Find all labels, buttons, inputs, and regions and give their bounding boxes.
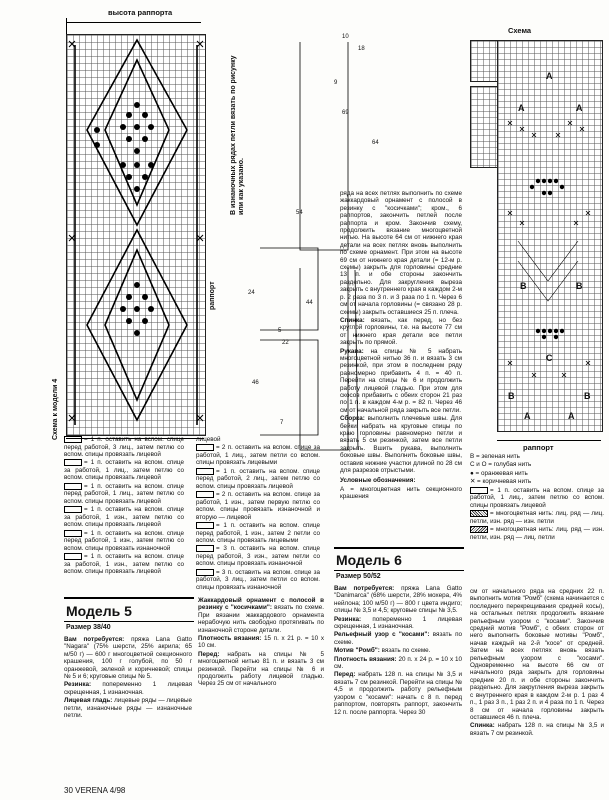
legend-left-4: = 1 п. оставить на вспом. спице за работой, 1 изн., затем петлю со вспом. спицы провязать лицевой xyxy=(64,506,184,529)
back-sleeve-diagrams xyxy=(240,200,340,450)
right-stitch-chart xyxy=(497,40,603,432)
col3-intro: ряда на всех петлях выполнить по схеме жаккардовый орнамент с полосой в резинку с "косичками"; кром., 6 раппортов, закончить петлей после раппорта и кром. Закончив схему, продолжить вязание многоцветной нитью. На высоте 64 см от нижнего края детали на всех петлях вновь выполнить по схеме орнамент. При этом на высоте 69 см от нижнего края детали (= 12-м р. схемы) закрыть для горловины средние 13 п. и обе стороны закончить раздельно. Для закругления выреза закрыть с внутреннего края в каждом 2-м р. 2 раза по 3 п. и 3 раза по 1 п. Через 6 см от начала горловины (= связано 28 р. схемы) закрыть оставшиеся 25 п. плеча. xyxy=(340,190,462,316)
model6-rule xyxy=(334,547,464,549)
model5-jacquard: вязать по схеме. При вязании жаккардового орнамента нерабочую нить свободно протягивать по изнаночной стороне детали. xyxy=(198,604,324,634)
repeat-height-label: высота раппорта xyxy=(108,8,173,17)
model5-text-2 xyxy=(198,597,324,689)
legend-mid-6: = 3 п. оставить на вспом. спице за работой, 3 лиц., затем петли со вспом. спицы провязать изнаночной xyxy=(196,568,320,591)
dim-18: 18 xyxy=(358,46,365,52)
model6-materials-label: Вам потребуется: xyxy=(334,585,395,592)
col4-back: набрать 128 п. на спицы № 3,5 и вязать 7 см резинкой. xyxy=(470,722,605,737)
model6-front: набрать 128 п. на спицы № 3,5 и вязать 7 см резинкой. Перейти на спицы № 4,5 и продолжить работу рельефным узором с "косами": начать с 8 п. перед раппортом, повторять раппорт, закончить 12 п. после раппорта. Через 30 xyxy=(334,671,463,716)
legend-mid-1: = 2 п. оставить на вспом. спице за работой, 1 лиц., затем петли со вспом. спицы провязать лицевыми xyxy=(196,444,320,467)
cable-symbol-3 xyxy=(64,483,82,490)
assembly-text: выполнить плечевые швы. Для бейки набрать на круговые спицы по краю горловины равномерно петли и вязать 5 см резинкой, затем все петли закрыть. Вшить рукава, выполнить боковые швы. Выполнить боковые швы, оставив нижние участки длиной по 28 см для разрезов отрыстыми. xyxy=(340,415,463,475)
dim-69: 69 xyxy=(342,110,349,116)
dim-64: 64 xyxy=(372,140,379,146)
right-chart-diagonals xyxy=(518,241,578,301)
model5-front-label: Перед: xyxy=(198,650,220,658)
col4-back-label: Спинка: xyxy=(470,722,495,730)
model5-front: набрать на спицы № 5 многоцветной нитью 81 п. и вязать 3 см резинкой. Перейти на спицы № 6 и продолжить работу лицевой гладью. Через 25 см от начального xyxy=(198,650,325,688)
chart-letter-c: C xyxy=(546,353,553,363)
right-repeat-arrow xyxy=(497,440,601,441)
cable-symbol-right-1 xyxy=(470,487,488,494)
cable-symbol-7 xyxy=(196,444,214,451)
model6-rule-2 xyxy=(334,570,464,571)
right-chart-marks xyxy=(498,41,602,431)
back-piece-outline xyxy=(260,248,318,330)
legend-mid-0: лицевой xyxy=(196,436,221,443)
right-chart-crosses xyxy=(508,121,590,377)
legend-left-1: = 1 п. оставить на вспом. спице перед работой, 3 лиц., затем петлю со вспом. спицы провязать лицевой xyxy=(64,436,184,458)
assembly-label: Сборка: xyxy=(340,415,365,423)
dim-22: 22 xyxy=(282,340,289,346)
chart-letter-a2: A xyxy=(518,103,525,113)
dim-5: 5 xyxy=(278,328,282,334)
legend-left-2: = 1 п. оставить на вспом. спице за работой, 1 лиц., затем петлю со вспом. спицы провязать лицевой xyxy=(64,459,184,482)
col4-text: см от начального ряда на средних 22 п. выполнить мотив "Ромб" (схема начинается с последнего перекрещивания средней косы), на остальных петлях продолжить вязание рельефным узором с "косами". Закончив средний мотив "Ромб", с обеих сторон от него выполнить боковые мотивы "Ромб", начав каждый на 2-й "косе" от средней. Затем на всех петлях вновь вязать рельефным узором с "косами". Одновременно на высоте 66 см от начального ряда закрыть для горловины средние 20 п. и обе стороны закончить раздельно. Для закругления выреза закрыть с внутреннего края в каждом 2-м р. 1 раз 4 п., 1 раз 3 п., 1 раз 2 п. и 4 раза по 1 п. Через 8 см от начала горловины закрыть оставшиеся 46 п. плеча. xyxy=(470,588,604,721)
right-side-strip-2 xyxy=(470,86,498,168)
legend-right-5: = 1 п. оставить на вспом. спице за работой, 1 лиц., затем петлю со вспом. спицы провязать лицевой xyxy=(470,486,604,509)
dim-54: 54 xyxy=(296,210,303,216)
model6-front-label: Перед: xyxy=(334,671,356,679)
diamond-cable-top xyxy=(87,40,187,225)
chart-letter-a1: A xyxy=(546,71,553,81)
cable-symbol-9 xyxy=(196,491,214,498)
model6-rib: попеременно 1 лицевая скрещенная, 1 изнаночная. xyxy=(334,615,462,631)
right-side-strip-1 xyxy=(470,40,498,82)
left-chart-note: В изнаночных рядах петли вязать по рисунку или как указано. xyxy=(230,55,245,215)
chart-letter-b3: B xyxy=(508,391,515,401)
dim-9: 9 xyxy=(334,80,338,86)
cable-symbol-11 xyxy=(196,545,214,552)
cable-symbol-6 xyxy=(64,553,82,560)
left-chart-side-label: Схема к модели 4 xyxy=(52,378,59,440)
cable-symbol-10 xyxy=(196,522,214,529)
model5-density-label: Плотность вязания: xyxy=(198,635,262,643)
left-chart-motifs xyxy=(67,35,205,435)
model5-text xyxy=(64,636,192,720)
legend-right xyxy=(470,453,604,542)
model5-rib: попеременно 1 лицевая скрещенная, 1 изнаночная. xyxy=(64,681,192,696)
model5-materials: пряжа Lana Gatto "Nagara" (75% шерсти, 25% акрила; 65 м/50 г) — 600 г многоцветной секционного крашения, 100 г голубой, по 50 г оранжевой, зеленой и коричневой; спицы № 5 и 6; круговые спицы № 5. xyxy=(64,636,193,681)
model6-relief-label: Рельефный узор с "косами": xyxy=(334,631,430,639)
dim-24: 24 xyxy=(248,290,255,296)
left-chart-repeat-label: раппорт xyxy=(209,281,216,310)
model6-density-label: Плотность вязания: xyxy=(334,655,397,663)
cable-symbol-4 xyxy=(64,506,82,513)
dim-7: 7 xyxy=(280,420,284,426)
dim-44: 44 xyxy=(306,300,313,306)
legend-right-4: ✕ = коричневая нить xyxy=(470,478,532,486)
model6-relief: вязать по схеме. xyxy=(334,631,462,646)
model5-jacquard-label: Жаккардовый орнамент с полосой в резинку с "косичками": xyxy=(198,597,324,612)
model5-size: Размер 38/40 xyxy=(66,624,111,631)
legend-a: А = многоцветная нить секционного крашения xyxy=(340,485,462,501)
cable-symbol-5 xyxy=(64,530,82,537)
model5-rib-label: Резинка: xyxy=(64,681,92,689)
chart-letter-a5: A xyxy=(568,411,575,421)
right-chart-repeat-label: раппорт xyxy=(523,443,554,452)
sleeve-label: Рукава: xyxy=(340,347,364,355)
chart-letter-a3: A xyxy=(576,103,583,113)
right-chart-title: Схема xyxy=(508,26,532,35)
chart-letter-b4: B xyxy=(584,391,591,401)
bobble-dots xyxy=(94,102,154,336)
model5-materials-label: Вам потребуется: xyxy=(64,636,125,643)
legend-right-3: ● = оранжевая нить xyxy=(470,469,528,477)
model6-motif: вязать по схеме. xyxy=(381,647,431,655)
chart-letter-b2: B xyxy=(576,281,583,291)
legend-label: Условные обозначения: xyxy=(340,477,416,485)
legend-left-5: = 1 п. оставить на вспом. спице перед работой, 1 изн., затем петлю со вспом. спицы провязать изнаночной xyxy=(64,529,184,552)
cable-symbol-12 xyxy=(196,569,214,576)
model6-title: Модель 6 xyxy=(336,552,402,568)
model5-title: Модель 5 xyxy=(66,603,132,619)
legend-right-6: = многоцветная нить: лиц. ряд — лиц. петли, изн. ряд — изн. петли xyxy=(470,510,604,525)
model5-rule-2 xyxy=(64,621,194,622)
chart-letter-b1: B xyxy=(520,281,527,291)
legend-right-2: С и О = голубая нить xyxy=(470,461,532,469)
right-chart-dots xyxy=(530,179,564,339)
page-footer: 30 VERENA 4/98 xyxy=(64,786,126,795)
left-stitch-chart xyxy=(66,34,206,436)
chart-letter-a4: A xyxy=(524,411,531,421)
model5-rule xyxy=(64,597,194,599)
model5-stockinette-label: Лицевая гладь: xyxy=(64,697,113,705)
legend-mid-4: = 1 п. оставить на вспом. спице перед работой, 1 изн., затем 2 петли со вспом. спицы провязать лицевыми xyxy=(196,522,320,544)
model6-rib-label: Резинка: xyxy=(334,615,362,623)
sleeve-outline-2 xyxy=(260,340,318,435)
model6-size: Размер 50/52 xyxy=(336,573,381,580)
model6-materials: пряжа Lana Gatto "Danimarca" (68% шерсти, 28% мохера, 4% нейлона; 100 м/50 г) — 800 г цвета индиго; спицы № 3,5 и 4,5; круговые спицы № 3,5. xyxy=(334,585,463,615)
dim-10: 10 xyxy=(342,34,349,40)
legend-mid-3: = 2 п. оставить на вспом. спице за работой, 1 изн., затем первую петлю со вспом. спицы провязать изнаночной и вторую — лицевой xyxy=(196,491,320,521)
legend-mid xyxy=(196,436,320,592)
repeat-height-arrow xyxy=(66,22,201,23)
sleeve-text: на спицы № 5 набрать многоцветной нитью 36 п. и вязать 3 см резинкой, при этом в последнем ряду равномерно прибавить 4 п. = 40 п. Перейти на спицы № 6 и продолжить работу лицевой гладью. При этом для скосов прибавить с обеих сторон 21 раз по 1 п. в каждом 4-м р. = 82 п. Через 46 см от начальной ряда закрыть все петли. xyxy=(340,347,463,414)
legend-left-6: = 1 п. оставить на вспом. спице за работой, 1 изн., затем петлю со вспом. спицы провязать лицевой xyxy=(64,553,184,575)
hatched-symbol-1 xyxy=(470,510,488,517)
model6-density: 20 п. х 24 р. = 10 х 10 см. xyxy=(334,655,462,671)
model6-text xyxy=(334,585,462,717)
back-text: вязать, как перед, но без круглой горловины, т.е. на высоте 77 см от нижнего края детали все петли закрыть по прямой. xyxy=(340,316,462,347)
legend-mid-5: = 3 п. оставить на вспом. спице перед работой, 3 изн., затем петли со вспом. спицы провязать изнаночной xyxy=(196,545,320,568)
legend-left-3: = 1 п. оставить на вспом. спице перед работой, 1 лиц., затем петлю со вспом. спицы провязать лицевой xyxy=(64,482,184,505)
legend-mid-2: = 1 п. оставить на вспом. спице перед работой, 2 лиц., затем петлю со вспом. спицы провязать лицевой xyxy=(196,467,320,490)
cable-symbol-2 xyxy=(64,459,82,466)
legend-right-1: В = зеленая нить xyxy=(470,453,520,460)
column-3-text xyxy=(340,190,462,502)
column-4-text xyxy=(470,588,604,738)
diamond-cable-bottom xyxy=(87,230,187,420)
model5-stockinette: лицевые ряды — лицевые петли, изнаночные ряды — изнаночные петли. xyxy=(64,697,193,720)
legend-right-7: = многоцветная нить: лиц. ряд — изн. петли, изн. ряд — лиц. петли xyxy=(470,526,604,541)
model5-density: 15 п. х 21 р. = 10 х 10 см. xyxy=(198,635,324,650)
cable-symbol-8 xyxy=(196,468,214,475)
dim-46: 46 xyxy=(252,380,259,386)
cable-symbol-1 xyxy=(64,436,82,443)
legend-left xyxy=(64,436,184,576)
hatched-symbol-2 xyxy=(470,526,488,533)
back-label: Спинка: xyxy=(340,316,365,324)
model6-motif-label: Мотив "Ромб": xyxy=(334,647,380,655)
